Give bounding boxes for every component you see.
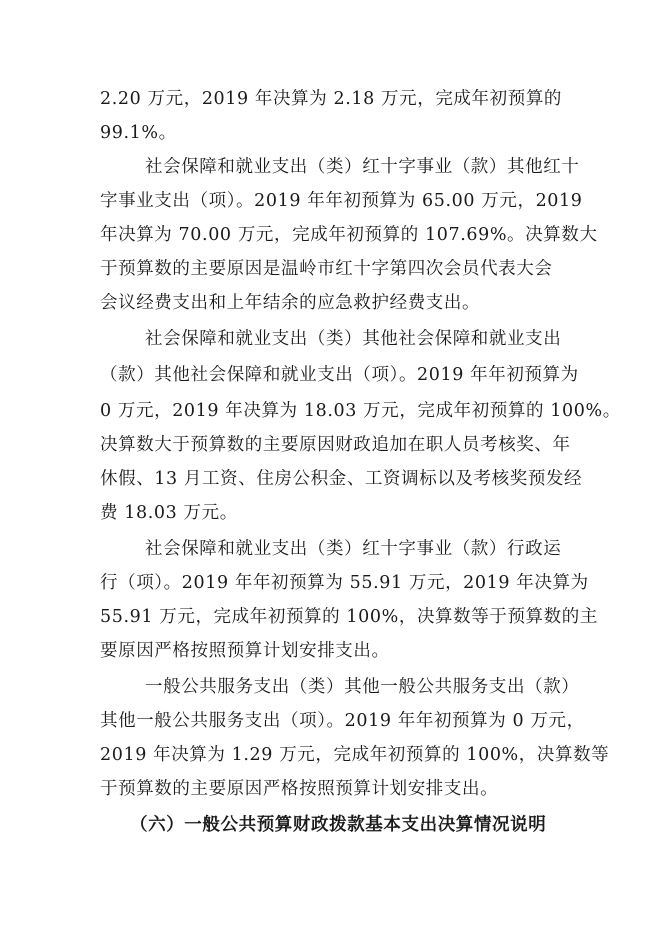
paragraph-line: 55.91 万元，完成年初预算的 100%，决算数等于预算数的主 [100,607,598,627]
paragraph-line: 要原因严格按照预算计划安排支出。 [100,641,390,661]
paragraph-line: 决算数大于预算数的主要原因财政追加在职人员考核奖、年 [100,435,571,455]
section-heading: （六）一般公共预算财政拨款基本支出决算情况说明 [130,815,547,835]
paragraph-line: 社会保障和就业支出（类）红十字事业（款）其他红十 [145,157,580,177]
paragraph-line: 于预算数的主要原因严格按照预算计划安排支出。 [100,779,499,799]
paragraph-line: 行（项）。2019 年年初预算为 55.91 万元，2019 年决算为 [100,573,589,593]
paragraph-line: 休假、13 月工资、住房公积金、工资调标以及考核奖预发经 [100,469,583,489]
paragraph-line: 年决算为 70.00 万元，完成年初预算的 107.69%。决算数大 [100,225,598,245]
paragraph-line: 社会保障和就业支出（类）红十字事业（款）行政运 [145,539,562,559]
paragraph-line: 费 18.03 万元。 [100,503,238,523]
paragraph-line: 字事业支出（项）。2019 年年初预算为 65.00 万元，2019 [100,191,583,211]
paragraph-line: 一般公共服务支出（类）其他一般公共服务支出（款） [145,677,580,697]
paragraph-line: 会议经费支出和上年结余的应急救护经费支出。 [100,293,481,313]
paragraph-line: 社会保障和就业支出（类）其他社会保障和就业支出 [145,329,562,349]
paragraph-line: （款）其他社会保障和就业支出（项）。2019 年年初预算为 [100,365,579,385]
paragraph-line: 于预算数的主要原因是温岭市红十字第四次会员代表大会 [100,259,553,279]
paragraph-line: 2019 年决算为 1.29 万元，完成年初预算的 100%，决算数等 [100,745,610,765]
paragraph-line: 其他一般公共服务支出（项）。2019 年年初预算为 0 万元， [100,711,585,731]
paragraph-line: 2.20 万元，2019 年决算为 2.18 万元，完成年初预算的 [100,89,563,109]
paragraph-line: 99.1%。 [100,123,177,143]
paragraph-line: 0 万元，2019 年决算为 18.03 万元，完成年初预算的 100%。 [100,401,621,421]
